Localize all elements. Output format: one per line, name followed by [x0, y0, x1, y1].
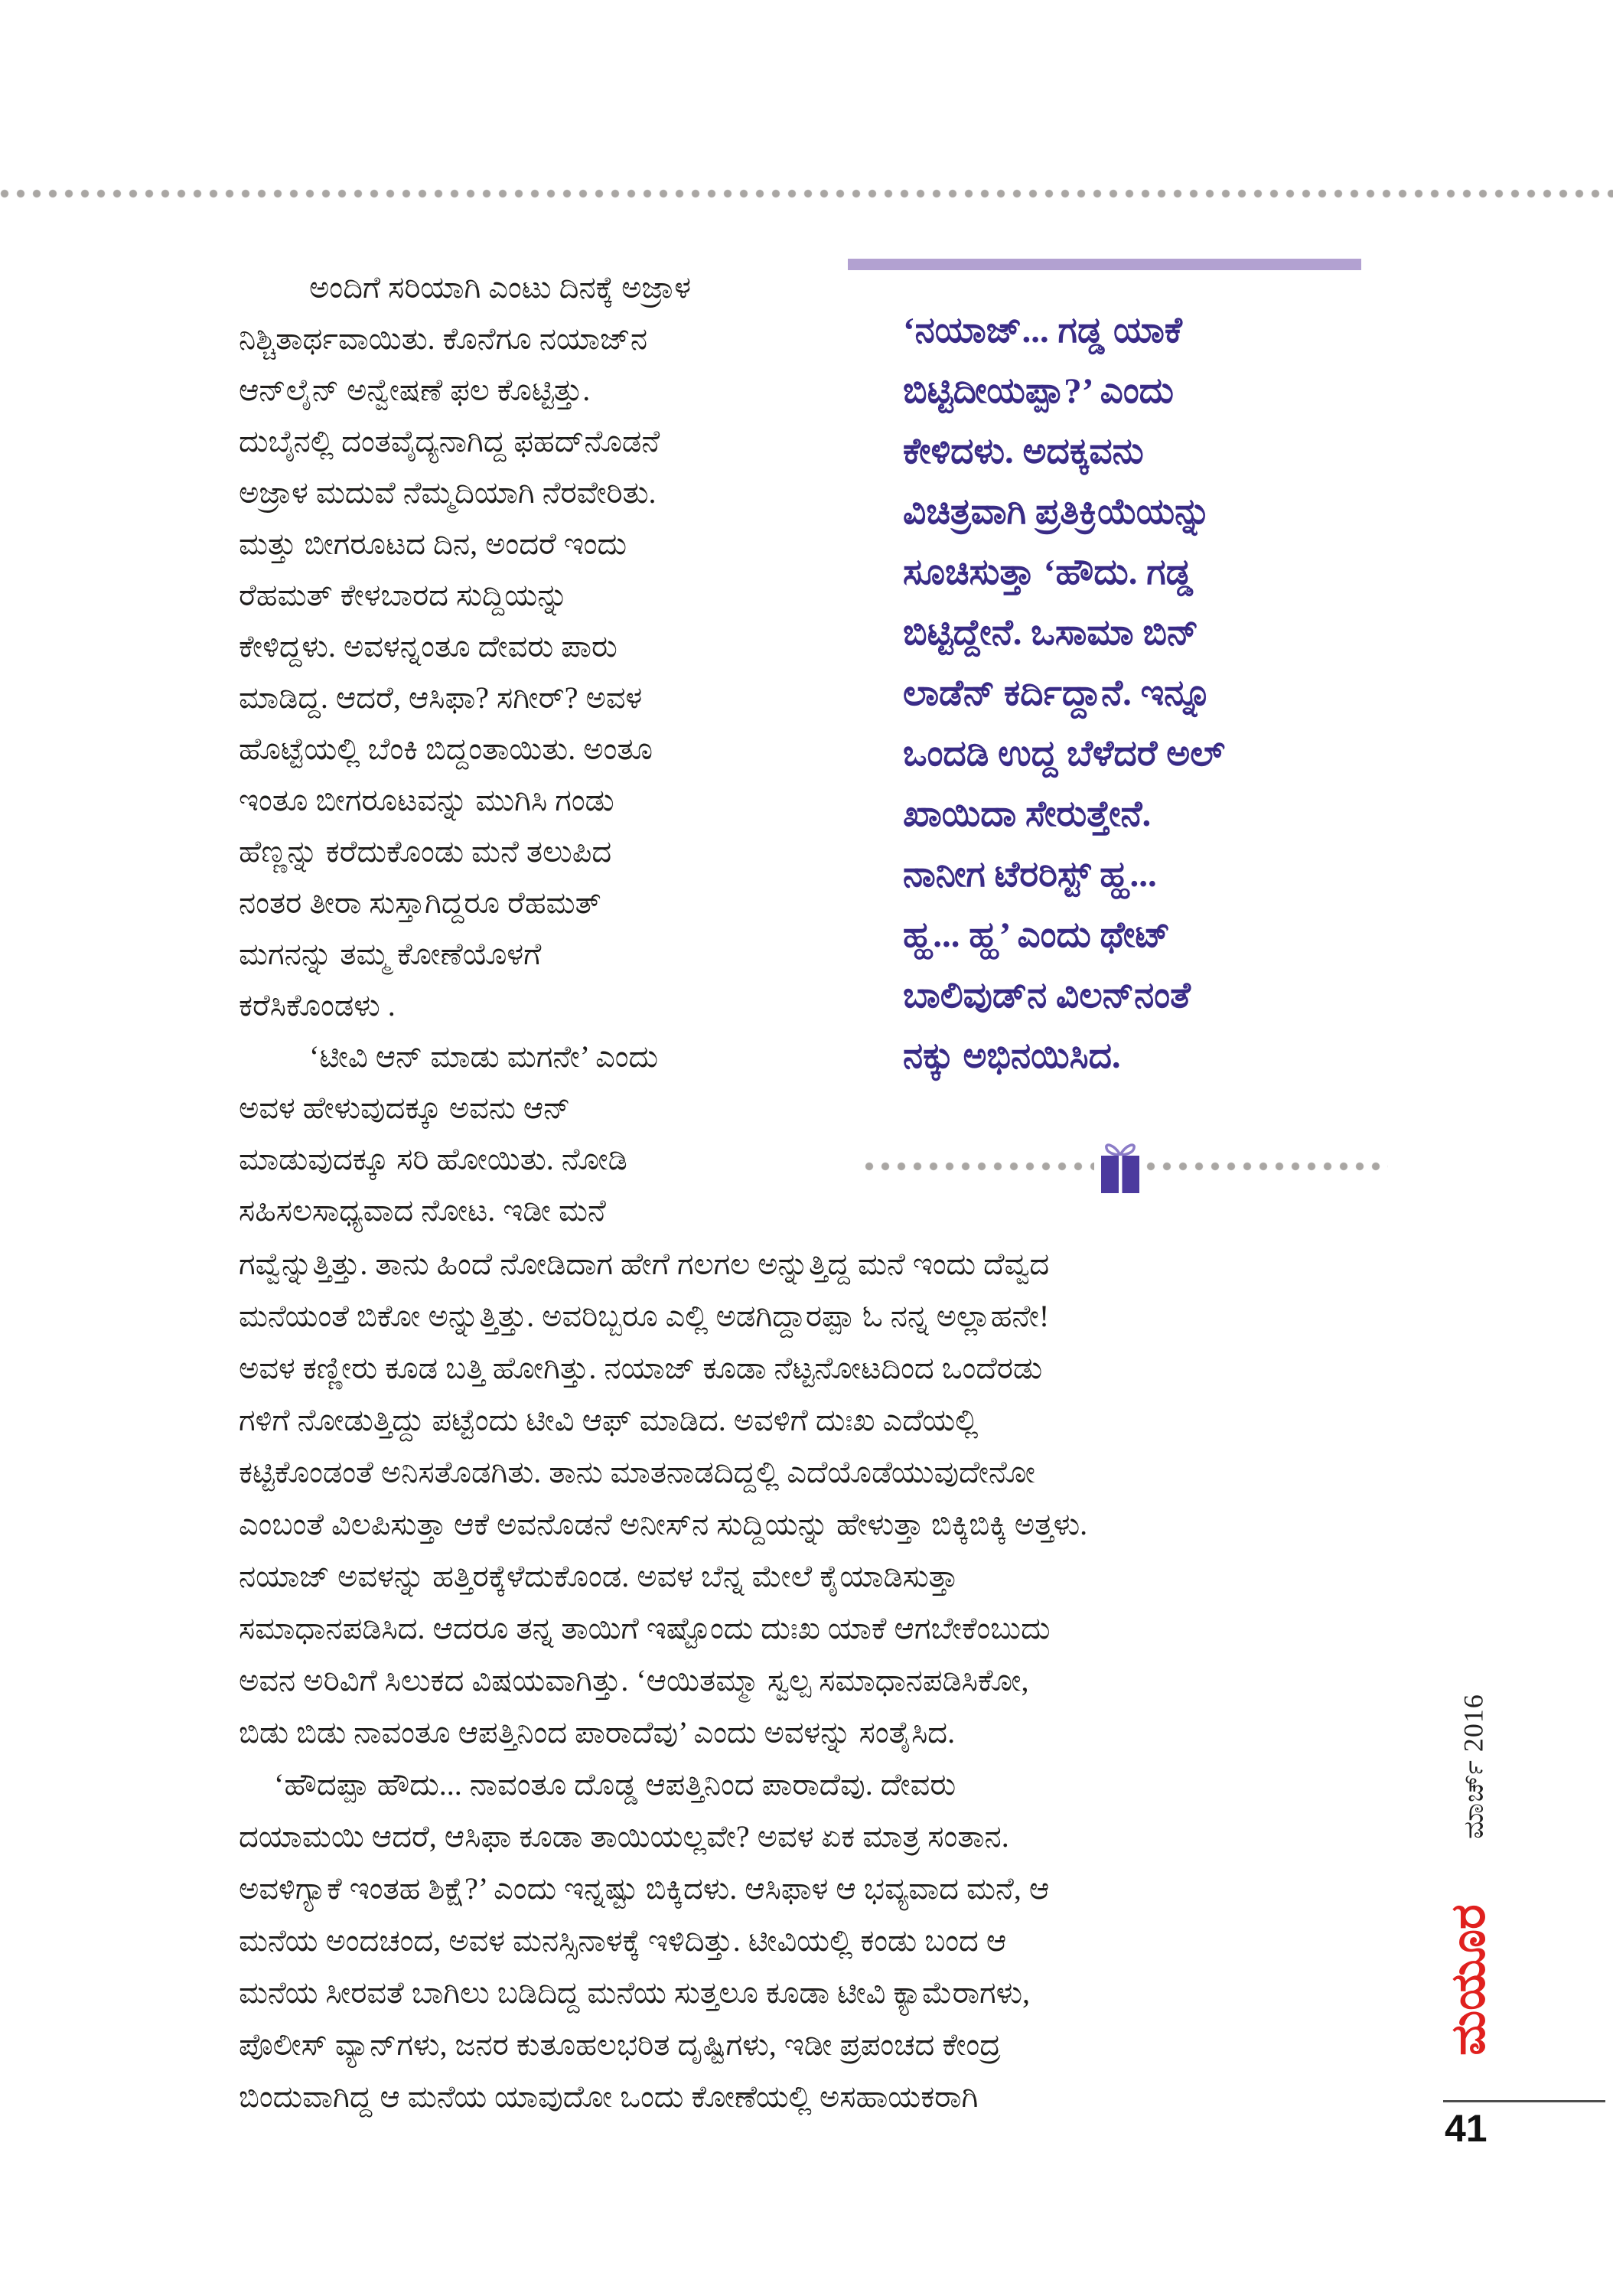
page-number: 41: [1445, 2107, 1488, 2150]
text-line: ದುಬೈನಲ್ಲಿ ದಂತವೈದ್ಯನಾಗಿದ್ದ ಫಹದ್‌ನೊಡನೆ: [239, 424, 660, 458]
text-line: ‘ಟೀವಿ ಆನ್ ಮಾಡು ಮಗನೇ’ ಎಂದು: [309, 1039, 659, 1074]
page-number-rule: [1443, 2100, 1605, 2102]
text-line: ಬಿಟ್ಟಿದೀಯಪ್ಪಾ?’ ಎಂದು: [903, 371, 1174, 411]
text-line: ಮನೆಯಂತೆ ಬಿಕೋ ಅನ್ನುತ್ತಿತ್ತು. ಅವರಿಬ್ಬರೂ ಎಲ್ಲಿ ಅಡಗಿದ್ದಾರಪ್ಪಾ ಓ ನನ್ನ ಅಲ್ಲಾಹನೇ!: [239, 1299, 1050, 1333]
text-line: ನಾನೀಗ ಟೆರರಿಸ್ಟ್ ಹ್ಹ...: [903, 855, 1157, 895]
text-line: ಅವಳ ಕಣ್ಣೀರು ಕೂಡ ಬತ್ತಿ ಹೋಗಿತ್ತು. ನಯಾಜ್ ಕೂಡಾ ನೆಟ್ಟನೋಟದಿಂದ ಒಂದೆರಡು: [239, 1351, 1043, 1385]
paragraph: [239, 262, 832, 1031]
text-line: ಎಂಬಂತೆ ವಿಲಪಿಸುತ್ತಾ ಆಕೆ ಅವನೊಡನೆ ಅನೀಸ್‌ನ ಸುದ್ದಿಯನ್ನು ಹೇಳುತ್ತಾ ಬಿಕ್ಕಿಬಿಕ್ಕಿ ಅತ್ತಳು.: [239, 1507, 1088, 1541]
article-full-width: [239, 1238, 1444, 2123]
text-line: ‘ಹೌದಪ್ಪಾ ಹೌದು... ನಾವಂತೂ ದೊಡ್ಡ ಆಪತ್ತಿನಿಂದ ಪಾರಾದೆವು. ದೇವರು: [274, 1767, 956, 1802]
text-line: ಇಂತೂ ಬೀಗರೂಟವನ್ನು ಮುಗಿಸಿ ಗಂಡು: [239, 783, 614, 817]
text-line: ರೆಹಮತ್ ಕೇಳಬಾರದ ಸುದ್ದಿಯನ್ನು: [239, 578, 569, 612]
dotted-line: [865, 1162, 1094, 1171]
pull-quote: [903, 301, 1446, 1087]
text-line: ಮಾಡಿದ್ದ. ಆದರೆ, ಆಸಿಫಾ? ಸಗೀರ್? ಅವಳ: [239, 680, 643, 715]
text-line: ಮಾಡುವುದಕ್ಕೂ ಸರಿ ಹೋಯಿತು. ನೋಡಿ: [239, 1142, 627, 1176]
text-line: ಅಜ್ರಾಳ ಮದುವೆ ನೆಮ್ಮದಿಯಾಗಿ ನೆರವೇರಿತು.: [239, 475, 657, 510]
text-line: ಮನೆಯ ಅಂದಚಂದ, ಅವಳ ಮನಸ್ಸಿನಾಳಕ್ಕೆ ಇಳಿದಿತ್ತು. ಟೀವಿಯಲ್ಲಿ ಕಂಡು ಬಂದ ಆ: [239, 1923, 1007, 1958]
text-line: ಗವ್ವೆನ್ನುತ್ತಿತ್ತು. ತಾನು ಹಿಂದೆ ನೋಡಿದಾಗ ಹೇಗೆ ಗಲಗಲ ಅನ್ನುತ್ತಿದ್ದ ಮನೆ ಇಂದು ದೆವ್ವದ: [239, 1247, 1050, 1281]
paragraph: [239, 1759, 1444, 2123]
text-line: ಬಿಂದುವಾಗಿದ್ದ ಆ ಮನೆಯ ಯಾವುದೋ ಒಂದು ಕೋಣೆಯಲ್ಲಿ ಅಸಹಾಯಕರಾಗಿ: [239, 2079, 979, 2114]
magazine-logo-vertical: ಮಯೂರ: [1442, 1904, 1495, 2056]
pull-quote-accent-bar: [848, 259, 1361, 270]
text-line: ಮಗನನ್ನು ತಮ್ಮ ಕೋಣೆಯೊಳಗೆ: [239, 937, 542, 971]
text-line: ಸೂಚಿಸುತ್ತಾ ‘ಹೌದು. ಗಡ್ಡ: [903, 553, 1193, 592]
text-line: ವಿಚಿತ್ರವಾಗಿ ಪ್ರತಿಕ್ರಿಯೆಯನ್ನು: [903, 492, 1211, 532]
text-line: ನಯಾಜ್ ಅವಳನ್ನು ಹತ್ತಿರಕ್ಕೆಳೆದುಕೊಂಡ. ಅವಳ ಬೆನ್ನ ಮೇಲೆ ಕೈಯಾಡಿಸುತ್ತಾ: [239, 1559, 959, 1593]
text-line: ನಕ್ಕು ಅಭಿನಯಿಸಿದ.: [903, 1036, 1121, 1076]
text-line: ಕೇಳಿದ್ದಳು. ಅವಳನ್ನಂತೂ ದೇವರು ಪಾರು: [239, 629, 618, 664]
text-line: ಖಾಯಿದಾ ಸೇರುತ್ತೇನೆ.: [903, 794, 1152, 834]
text-line: ಬಿಟ್ಟಿದ್ದೇನೆ. ಒಸಾಮಾ ಬಿನ್: [903, 613, 1199, 653]
text-line: ಪೊಲೀಸ್ ವ್ಯಾನ್‌ಗಳು, ಜನರ ಕುತೂಹಲಭರಿತ ದೃಷ್ಟಿಗಳು, ಇಡೀ ಪ್ರಪಂಚದ ಕೇಂದ್ರ: [239, 2027, 1001, 2062]
text-line: ಒಂದಡಿ ಉದ್ದ ಬೆಳೆದರೆ ಅಲ್: [903, 734, 1225, 774]
text-line: ಅಂದಿಗೆ ಸರಿಯಾಗಿ ಎಂಟು ದಿನಕ್ಕೆ ಅಜ್ರಾಳ: [309, 270, 691, 305]
text-line: ಹೆಣ್ಣನ್ನು ಕರೆದುಕೊಂಡು ಮನೆ ತಲುಪಿದ: [239, 834, 612, 869]
text-line: ಸಮಾಧಾನಪಡಿಸಿದ. ಆದರೂ ತನ್ನ ತಾಯಿಗೆ ಇಷ್ಟೊಂದು ದುಃಖ ಯಾಕೆ ಆಗಬೇಕೆಂಬುದು: [239, 1611, 1051, 1645]
text-line: ಮತ್ತು ಬೀಗರೂಟದ ದಿನ, ಅಂದರೆ ಇಂದು: [239, 527, 627, 561]
dotted-line: [1146, 1162, 1388, 1171]
text-line: ಸಹಿಸಲಸಾಧ್ಯವಾದ ನೋಟ. ಇಡೀ ಮನೆ: [239, 1193, 606, 1228]
text-line: ನಂತರ ತೀರಾ ಸುಸ್ತಾಗಿದ್ದರೂ ರೆಹಮತ್: [239, 885, 601, 920]
text-line: ಗಳಿಗೆ ನೋಡುತ್ತಿದ್ದು ಪಟ್ಟೆಂದು ಟೀವಿ ಆಫ್ ಮಾಡಿದ. ಅವಳಿಗೆ ದುಃಖ ಎದೆಯಲ್ಲಿ: [239, 1403, 979, 1437]
text-line: ಕೇಳಿದಳು. ಅದಕ್ಕವನು: [903, 432, 1144, 471]
text-line: ಹೊಟ್ಟೆಯಲ್ಲಿ ಬೆಂಕಿ ಬಿದ್ದಂತಾಯಿತು. ಅಂತೂ: [239, 732, 653, 766]
text-line: ‘ನಯಾಜ್... ಗಡ್ಡ ಯಾಕೆ: [903, 311, 1182, 351]
paragraph: [239, 1238, 1444, 1759]
paragraph: [239, 1031, 832, 1236]
issue-date-vertical: ಮಾರ್ಚ್ 2016: [1458, 1694, 1489, 1839]
text-line: ಅವಳ ಹೇಳುವುದಕ್ಕೂ ಅವನು ಆನ್: [239, 1091, 571, 1125]
article-left-column: [239, 262, 832, 1236]
text-line: ಬಿಡು ಬಿಡು ನಾವಂತೂ ಆಪತ್ತಿನಿಂದ ಪಾರಾದೆವು’ ಎಂದು ಅವಳನ್ನು ಸಂತೈಸಿದ.: [239, 1715, 956, 1750]
gift-icon: [1099, 1138, 1142, 1195]
text-line: ಮನೆಯ ಸೀರವತೆ ಬಾಗಿಲು ಬಡಿದಿದ್ದ ಮನೆಯ ಸುತ್ತಲೂ ಕೂಡಾ ಟೀವಿ ಕ್ಯಾಮೆರಾಗಳು,: [239, 1975, 1031, 2010]
text-line: ಕರೆಸಿಕೊಂಡಳು .: [239, 988, 396, 1022]
text-line: ನಿಶ್ಚಿತಾರ್ಥವಾಯಿತು. ಕೊನೆಗೂ ನಯಾಜ್‌ನ: [239, 321, 648, 356]
pull-quote-separator: [865, 1137, 1388, 1195]
text-line: ಕಟ್ಟಿಕೊಂಡಂತೆ ಅನಿಸತೊಡಗಿತು. ತಾನು ಮಾತನಾಡದಿದ್ದಲ್ಲಿ ಎದೆಯೊಡೆಯುವುದೇನೋ: [239, 1455, 1035, 1489]
text-line: ಆನ್‌ಲೈನ್ ಅನ್ವೇಷಣೆ ಫಲ ಕೊಟ್ಟಿತ್ತು.: [239, 373, 591, 407]
text-line: ಲಾಡೆನ್ ಕರ್ದಿದ್ದಾನೆ. ಇನ್ನೂ: [903, 673, 1212, 713]
top-dotted-divider: [0, 189, 1613, 198]
text-line: ಬಾಲಿವುಡ್‌ನ ವಿಲನ್‌ನಂತೆ: [903, 976, 1191, 1016]
text-line: ಹ್ಹ... ಹ್ಹ’ ಎಂದು ಥೇಟ್: [903, 915, 1171, 955]
text-line: ಅವನ ಅರಿವಿಗೆ ಸಿಲುಕದ ವಿಷಯವಾಗಿತ್ತು. ‘ಆಯಿತಮ್ಮಾ ಸ್ವಲ್ಪ ಸಮಾಧಾನಪಡಿಸಿಕೋ,: [239, 1663, 1029, 1698]
text-line: ಅವಳಿಗ್ಯಾಕೆ ಇಂತಹ ಶಿಕ್ಷೆ?’ ಎಂದು ಇನ್ನಷ್ಟು ಬಿಕ್ಕಿದಳು. ಆಸಿಫಾಳ ಆ ಭವ್ಯವಾದ ಮನೆ, ಆ: [239, 1871, 1050, 1906]
text-line: ದಯಾಮಯಿ ಆದರೆ, ಆಸಿಫಾ ಕೂಡಾ ತಾಯಿಯಲ್ಲವೇ? ಅವಳ ಏಕ ಮಾತ್ರ ಸಂತಾನ.: [239, 1819, 1009, 1854]
